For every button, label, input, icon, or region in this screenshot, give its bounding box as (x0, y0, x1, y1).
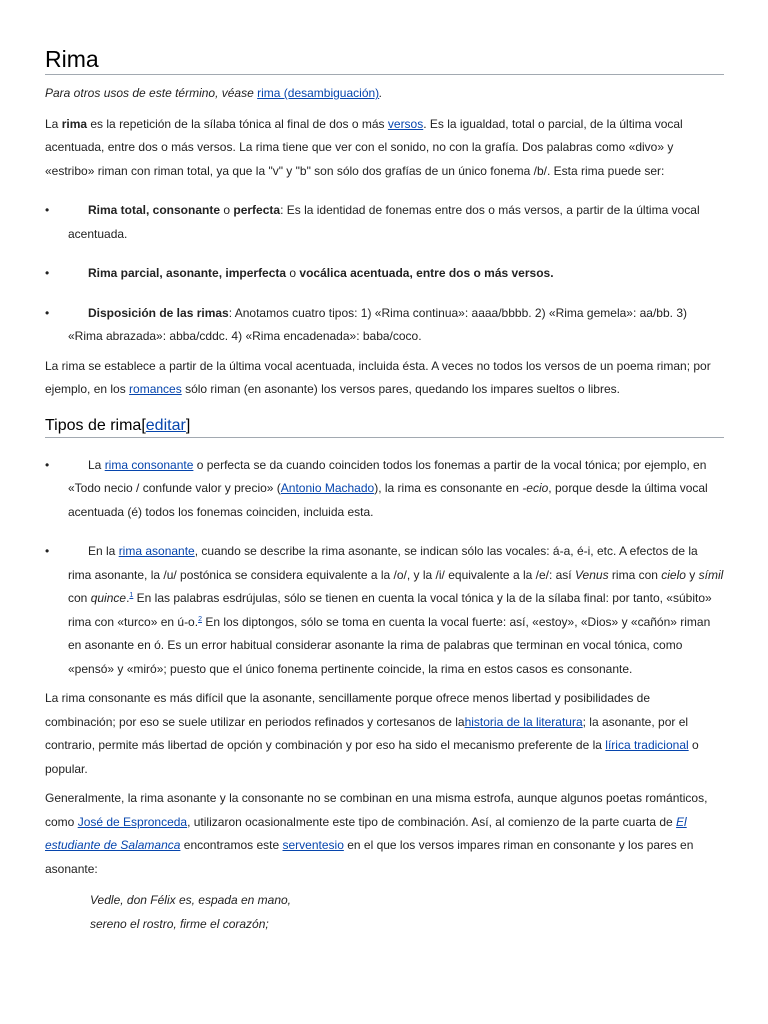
paragraph: Generalmente, la rima asonante y la consonante no se combinan en una misma estrofa, aunque algunos poetas románticos, como José de Espronceda, utilizaron ocasionalmente este tipo de combinación. Así, al comienzo de la parte cuarta de El estudiante de Salamanca encontramos este serventesio en el que los versos impares riman en consonante y los pares en asonante: (45, 791, 708, 876)
historia-literatura-link[interactable]: historia de la literatura (464, 714, 583, 729)
serventesio-link[interactable]: serventesio (282, 838, 344, 852)
footnote-2-link[interactable]: 2 (198, 615, 202, 623)
rima-consonante-link[interactable]: rima consonante (104, 457, 194, 472)
list-item: • Rima total, consonante o perfecta: Es la identidad de fonemas entre dos o más versos, a partir de la última vocal acentuada. (45, 199, 724, 246)
rhyme-types-list (45, 199, 724, 349)
bullet-icon: • (45, 457, 50, 472)
bullet-icon: • (45, 544, 50, 558)
estudiante-salamanca-link[interactable]: El estudiante de Salamanca (45, 814, 687, 852)
paragraph: La rima se establece a partir de la última vocal acentuada, incluida ésta. A veces no todos los versos de un poema riman; por ejemplo, en los romances sólo riman (en asonante) los versos pares, quedando los impares sueltos o libres. (45, 358, 711, 396)
disambiguation-link[interactable]: rima (desambiguación) (257, 86, 380, 100)
footnote-1-link[interactable]: 1 (129, 592, 134, 599)
edit-section-link[interactable]: editar (145, 416, 186, 434)
antonio-machado-link[interactable]: Antonio Machado (280, 481, 375, 495)
list-item: • En la rima asonante, cuando se describe la rima asonante, se indican sólo las vocales: á-a, é-i, etc. A efectos de la rima asonante, la /u/ postónica se considera equivalente a la /o/, y la /i/ equivalente a la /e/: así Venus rima con cielo y símil con quince.$^1$ En las palabras esdrújulas, sólo se tienen en cuenta la vocal tónica y la de la sílaba final: por tanto, «súbito» rima con «turco» en ú-o.$^2$ En los diptongos, sólo se toma en cuenta la vocal fuerte: así, «estoy», «Dios» y «cañón» riman en asonante en ó. Es un error habitual considerar asonante la rima de palabras que terminan en vocal tónica, como «pensó» y «miró»; puesto que el único fonema pertinente coincide, la rima en estos casos es consonante. (45, 540, 724, 681)
rhyme-kinds-list (45, 454, 724, 682)
paragraph: La rima consonante es más difícil que la asonante, sencillamente porque ofrece menos libertad y posibilidades de combinación; por eso se suele utilizar en periodos refinados y cortesanos de lahistoria de la literatura; la asonante, por el contrario, permite más libertad de opción y combinación y por eso ha sido el mecanismo preferente de la lírica tradicional o popular. (45, 691, 699, 776)
list-item: • Rima parcial, asonante, imperfecta o vocálica acentuada, entre dos o más versos. (45, 262, 724, 286)
intro-paragraph: La rima es la repetición de la sílaba tónica al final de dos o más versos. Es la igualdad, total o parcial, de la última vocal acentuada, entre dos o más versos. La rima tiene que ver con el sonido, no con la grafía. Dos palabras como «divo» y «estribo» riman con riman total, ya que la "v" y "b" son sólo dos grafías de un único fonema /b/. Esta rima puede ser: (45, 116, 683, 178)
hatnote: Para otros usos de este término, véase rima (desambiguación). (45, 86, 383, 100)
page-title: Rima (45, 0, 724, 75)
espronceda-link[interactable]: José de Espronceda (77, 814, 188, 829)
list-item: • La rima consonante o perfecta se da cuando coinciden todos los fonemas a partir de la vocal tónica; por ejemplo, en «Todo necio / confunde valor y precio» (Antonio Machado), la rima es consonante en -ecio, porque desde la última vocal acentuada (é) todos los fonemas coinciden, incluida esta. (45, 454, 724, 525)
bullet-icon: • (45, 203, 50, 217)
bullet-icon: • (45, 305, 50, 320)
versos-link[interactable]: versos (387, 116, 424, 131)
verse-quote (45, 888, 724, 936)
lirica-tradicional-link[interactable]: lírica tradicional (605, 738, 689, 752)
verse-line: Vedle, don Félix es, espada en mano, (90, 893, 292, 907)
list-item: • Disposición de las rimas: Anotamos cuatro tipos: 1) «Rima continua»: aaaa/bbbb. 2) «Rima gemela»: aa/bb. 3) «Rima abrazada»: abba/cddc. 4) «Rima encadenada»: baba/coco. (45, 302, 724, 349)
rima-asonante-link[interactable]: rima asonante (118, 544, 195, 558)
bullet-icon: • (45, 266, 50, 280)
verse-line: sereno el rostro, firme el corazón; (90, 917, 269, 931)
section-heading: Tipos de rima[editar] (45, 416, 724, 438)
romances-link[interactable]: romances (129, 382, 182, 396)
